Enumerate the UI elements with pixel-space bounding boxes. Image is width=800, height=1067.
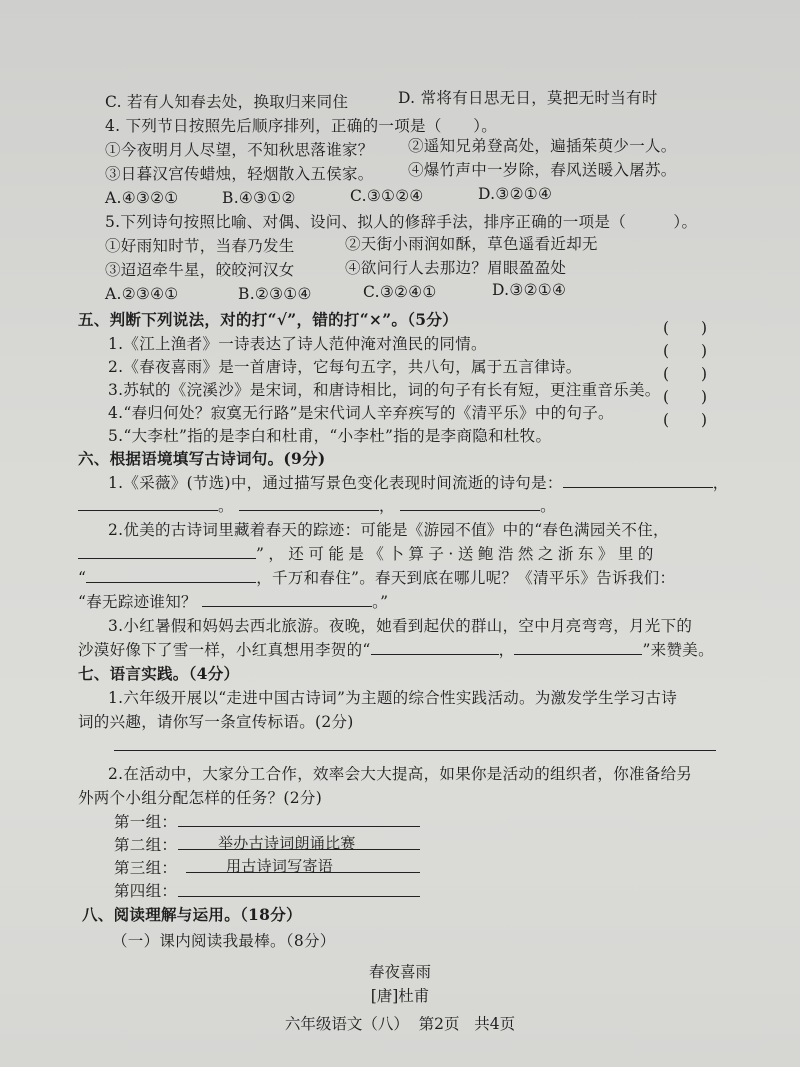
- q5-item-2: ②天街小雨润如酥，草色遥看近却无: [345, 235, 598, 253]
- group-3-row: 第三组：: [114, 859, 178, 877]
- blank-q2-1[interactable]: [78, 544, 256, 559]
- q5-item-4: ④欲问行人去那边？眉眼盈盈处: [345, 259, 567, 277]
- section6-q3-line2: 沙漠好像下了雪一样，小红真想用李贺的“ ， ”来赞美。: [78, 641, 714, 659]
- q4-stem: 4. 下列节日按照先后顺序排列，正确的一项是（ ）。: [105, 117, 498, 135]
- q4-option-b: B.④③①②: [222, 189, 296, 207]
- group-2-answer: 举办古诗词朗诵比赛: [218, 834, 356, 852]
- blank-q3-1[interactable]: [371, 640, 499, 655]
- section6-q3-line1: 3.小红暑假和妈妈去西北旅游。夜晚，她看到起伏的群山，空中月亮弯弯，月光下的: [108, 617, 693, 635]
- section5-item-5: 5.“大李杜”指的是李白和杜甫，“小李杜”指的是李商隐和杜牧。: [108, 427, 552, 445]
- blank-q3-2[interactable]: [514, 640, 642, 655]
- page-footer: 六年级语文（八） 第2页 共4页: [284, 1015, 516, 1033]
- q4-item-3: ③日暮汉宫传蜡烛，轻烟散入五侯家。: [105, 165, 374, 183]
- group-1-row: 第一组：: [114, 813, 178, 831]
- section7-q2-line2: 外两个小组分配怎样的任务？(2分): [78, 789, 323, 807]
- answer-box-3[interactable]: ( ): [663, 365, 708, 383]
- q4-option-d: D.③②①④: [478, 185, 553, 203]
- blank-q1-2[interactable]: [78, 496, 218, 511]
- section6-q1-line2: 。 ， 。: [78, 496, 556, 516]
- group-3-answer: 用古诗词写寄语: [226, 857, 334, 875]
- section5-item-1: 1.《江上渔者》一诗表达了诗人范仲淹对渔民的同情。: [108, 335, 487, 353]
- section6-title: 六、根据语境填写古诗词句。(9分): [78, 449, 326, 468]
- q4-item-4: ④爆竹声中一岁除，春风送暖入屠苏。: [408, 161, 677, 179]
- q5-stem: 5.下列诗句按照比喻、对偶、设问、拟人的修辞手法，排序正确的一项是（ ）。: [105, 213, 698, 231]
- answer-box-2[interactable]: ( ): [663, 342, 708, 360]
- group-4-row: 第四组：: [114, 882, 178, 900]
- blank-q1-1[interactable]: [563, 473, 713, 488]
- q5-option-a: A.②③④①: [105, 285, 179, 303]
- section7-q2-line1: 2.在活动中，大家分工合作，效率会大大提高，如果你是活动的组织者，你准备给另: [108, 765, 693, 783]
- section6-q1-text: 1.《采薇》(节选)中，通过描写景色变化表现时间流逝的诗句是： ，: [108, 474, 729, 492]
- section7-title: 七、语言实践。（4分）: [78, 664, 240, 683]
- group-1-answer-line[interactable]: [178, 826, 420, 827]
- section6-q2-line1: 2.优美的古诗词里藏着春天的踪迹：可能是《游园不值》中的“春色满园关不住，: [108, 521, 669, 539]
- q4-option-c: C.③①②④: [350, 187, 424, 205]
- section8-title: 八、阅读理解与运用。（18分）: [82, 905, 302, 924]
- slogan-answer-line[interactable]: [114, 750, 716, 751]
- q5-option-d: D.③②①④: [492, 281, 567, 299]
- q5-option-c: C.③②④①: [363, 283, 437, 301]
- q4-option-a: A.④③②①: [105, 189, 179, 207]
- answer-box-4[interactable]: ( ): [663, 388, 708, 406]
- answer-box-1[interactable]: ( ): [663, 319, 708, 337]
- section5-title: 五、判断下列说法，对的打“√”，错的打“×”。（5分）: [78, 310, 458, 329]
- section6-q2-line4: “春无踪迹谁知？ 。”: [78, 593, 389, 611]
- section6-q2-line2: ”，还可能是《卜算子·送鲍浩然之浙东》里的: [78, 544, 658, 564]
- section5-item-2: 2.《春夜喜雨》是一首唐诗，它每句五字，共八句，属于五言律诗。: [108, 358, 582, 376]
- section7-q1-line2: 词的兴趣，请你写一条宣传标语。(2分): [78, 713, 354, 731]
- group-2-row: 第二组：: [114, 836, 178, 854]
- section5-item-3: 3.苏轼的《浣溪沙》是宋词，和唐诗相比，词的句子有长有短，更注重音乐美。: [108, 381, 661, 399]
- blank-q2-3[interactable]: [202, 592, 372, 607]
- section5-item-4: 4.“春归何处？寂寞无行路”是宋代词人辛弃疾写的《清平乐》中的句子。: [108, 404, 614, 422]
- q5-item-1: ①好雨知时节，当春乃发生: [105, 237, 295, 255]
- poem-author: [唐]杜甫: [370, 987, 430, 1005]
- blank-q1-4[interactable]: [400, 496, 540, 511]
- answer-box-5[interactable]: ( ): [663, 411, 708, 429]
- section7-q1-line1: 1.六年级开展以“走进中国古诗词”为主题的综合性实践活动。为激发学生学习古诗: [108, 689, 678, 707]
- q3-option-c: C. 若有人知春去处，换取归来同住: [105, 93, 349, 111]
- blank-q1-3[interactable]: [239, 496, 379, 511]
- group-4-answer-line[interactable]: [178, 896, 420, 897]
- section6-q2-line3: “ ，千万和春住”。春天到底在哪儿呢？《清平乐》告诉我们：: [78, 569, 676, 587]
- blank-q2-2[interactable]: [86, 568, 256, 583]
- poem-title: 春夜喜雨: [368, 963, 431, 981]
- q4-item-2: ②遥知兄弟登高处，遍插茱萸少一人。: [408, 137, 677, 155]
- q3-option-d: D. 常将有日思无日，莫把无时当有时: [398, 89, 658, 107]
- q5-option-b: B.②③①④: [238, 285, 312, 303]
- q4-item-1: ①今夜明月人尽望，不知秋思落谁家？: [105, 141, 374, 159]
- section8-sub1: （一）课内阅读我最棒。（8分）: [112, 932, 336, 950]
- q5-item-3: ③迢迢牵牛星，皎皎河汉女: [105, 261, 295, 279]
